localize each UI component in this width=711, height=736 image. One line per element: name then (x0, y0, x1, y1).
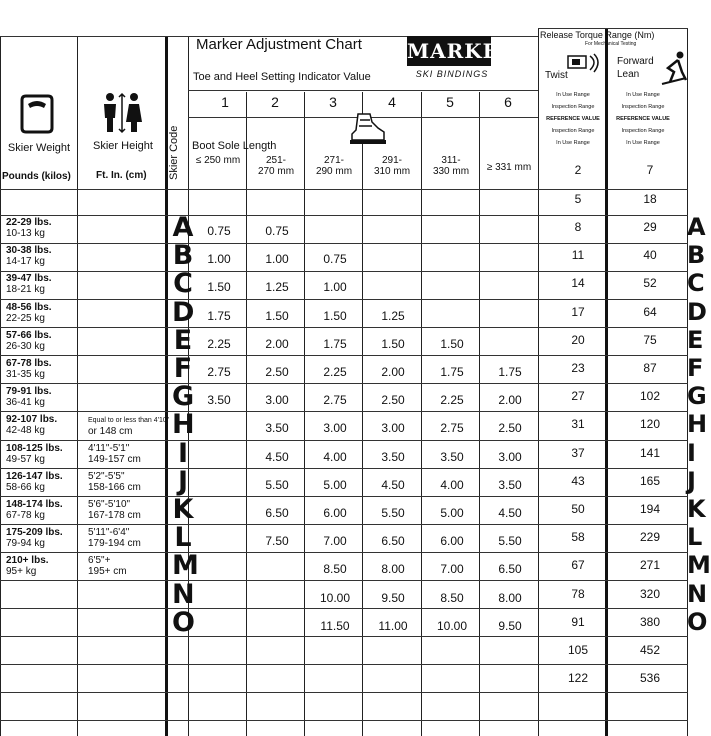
skier-weight (6, 358, 52, 380)
lean-value: 7 (646, 163, 654, 177)
setting-value: 8.00 (498, 590, 522, 605)
grid-line (0, 608, 688, 609)
lean-value: 18 (643, 192, 657, 206)
lean-value: 87 (643, 361, 657, 375)
skier-code-right: A (687, 213, 706, 241)
setting-value: 2.00 (265, 336, 289, 351)
lean-value: 141 (639, 445, 661, 460)
skier-code-right: K (687, 495, 706, 523)
skier-height (88, 443, 141, 465)
skier-code: N (172, 578, 195, 610)
setting-value: 6.50 (498, 562, 522, 577)
skier-code-right: B (687, 241, 706, 270)
setting-value: 2.75 (440, 421, 464, 436)
setting-value: 5.50 (265, 477, 289, 492)
skier-code-right: O (687, 607, 708, 636)
setting-value: 5.50 (498, 534, 522, 549)
height-ft: 5'6"-5'10" (88, 499, 131, 510)
skier-weight (6, 499, 63, 521)
lean-value: 40 (643, 248, 657, 263)
weight-kg: 22-25 kg (6, 312, 45, 324)
weight-kg: 36-41 kg (6, 397, 45, 409)
setting-value: 6.50 (381, 534, 405, 549)
setting-value: 9.50 (498, 618, 522, 633)
skier-code-right: I (687, 438, 696, 467)
setting-value: 3.00 (498, 449, 522, 464)
skier-code: H (172, 409, 195, 441)
setting-value: 3.50 (440, 449, 464, 464)
setting-value: 1.75 (323, 336, 347, 351)
skier-code: A (172, 212, 194, 243)
grid-line (0, 411, 688, 412)
weight-kg: 26-30 kg (6, 340, 45, 352)
setting-value: 2.75 (207, 365, 231, 379)
twist-value: 122 (567, 671, 589, 686)
grid-line (0, 36, 1, 736)
weight-kg: 79-94 kg (6, 538, 45, 550)
setting-value: 6.00 (323, 506, 347, 520)
weight-kg: 18-21 kg (6, 284, 45, 296)
skier-height-header: Skier Height (93, 140, 153, 152)
weight-lbs: 39-47 lbs. (6, 273, 52, 285)
weight-kg: 67-78 kg (6, 510, 45, 521)
logo-sub: SKI BINDINGS (415, 69, 489, 79)
skier-code: K (172, 494, 194, 525)
weight-kg: 42-48 kg (6, 425, 45, 437)
height-cm: 195+ cm (88, 566, 127, 578)
setting-value: 4.00 (440, 477, 464, 492)
setting-value: 6.50 (265, 506, 289, 520)
weight-lbs: 79-91 lbs. (6, 386, 52, 398)
setting-value: 1.75 (440, 365, 464, 379)
setting-value: 1.75 (207, 308, 231, 323)
skier-weight (6, 443, 63, 465)
torque-title: Release Torque Range (Nm) (540, 30, 655, 40)
weight-lbs: 92-107 lbs. (6, 414, 58, 426)
lean-value: 75 (643, 332, 657, 347)
torque-range-label: In Use Range (556, 92, 590, 98)
setting-value: 2.75 (323, 393, 347, 408)
grid-line (0, 355, 688, 356)
skier-weight (6, 273, 52, 295)
setting-value: 1.00 (207, 252, 231, 267)
grid-line (0, 468, 688, 469)
grid-line (0, 215, 688, 216)
weight-lbs: 22-29 lbs. (6, 217, 52, 228)
grid-line (0, 692, 688, 693)
grid-line (538, 28, 688, 29)
setting-value: 4.50 (265, 449, 289, 464)
boot-range: ≤ 250 mm (195, 155, 241, 166)
skier-code-right: H (687, 410, 708, 439)
setting-value: 3.50 (265, 421, 289, 436)
weight-kg: 58-66 kg (6, 481, 45, 493)
setting-value: 2.50 (381, 393, 405, 408)
setting-value: 7.00 (440, 562, 464, 577)
setting-number: 5 (446, 94, 454, 110)
skier-code-right: E (687, 325, 704, 354)
skier-height (88, 414, 169, 437)
torque-range-label: Inspection Range (551, 128, 595, 134)
forward-lean-label: Forward Lean (617, 56, 654, 80)
twist-value: 31 (571, 417, 585, 432)
height-ft: Equal to or less than 4'10" (88, 417, 170, 425)
skier-weight (6, 527, 63, 549)
weight-lbs: 210+ lbs. (6, 555, 49, 567)
grid-line (0, 496, 688, 497)
boot-sole-label: Boot Sole Length (192, 140, 277, 152)
setting-value: 8.50 (440, 590, 464, 605)
weight-lbs: 108-125 lbs. (6, 442, 63, 454)
lean-value: 452 (639, 643, 661, 657)
skier-code: D (172, 296, 195, 328)
setting-value: 1.75 (498, 365, 522, 379)
torque-range-label: In Use Range (626, 92, 660, 98)
chart-title: Marker Adjustment Chart (196, 36, 362, 53)
skier-code-right: M (687, 551, 711, 580)
setting-number: 4 (388, 94, 396, 110)
grid-line (0, 243, 688, 244)
skier-weight (6, 386, 52, 408)
skier-code-right: C (687, 269, 705, 298)
lean-value: 52 (643, 276, 657, 291)
weight-lbs: 30-38 lbs. (6, 245, 52, 257)
skier-weight (6, 245, 52, 267)
torque-range-label: In Use Range (556, 140, 590, 146)
skier-code: B (172, 240, 194, 272)
grid-line (0, 383, 688, 384)
twist-value: 27 (571, 389, 585, 404)
weight-kg: 31-35 kg (6, 369, 45, 380)
grid-line (0, 440, 688, 441)
ft-in-cm-header: Ft. In. (cm) (96, 170, 147, 181)
setting-value: 2.50 (265, 365, 289, 379)
skier-weight (6, 217, 52, 239)
weight-lbs: 48-56 lbs. (6, 301, 52, 313)
setting-value: 2.25 (323, 365, 347, 379)
height-ft: 6'5"+ (88, 555, 111, 567)
setting-value: 3.50 (498, 477, 522, 492)
setting-value: 8.00 (381, 562, 405, 577)
marker-logo (407, 36, 517, 82)
setting-value: 3.00 (265, 393, 289, 408)
weight-kg: 49-57 kg (6, 453, 45, 465)
setting-value: 0.75 (323, 252, 347, 267)
grid-line (77, 36, 78, 736)
boot-range: 251- 270 mm (257, 155, 295, 177)
lean-value: 120 (639, 417, 661, 432)
setting-number: 2 (271, 94, 279, 110)
setting-value: 2.25 (207, 336, 231, 351)
setting-value: 5.00 (323, 477, 347, 492)
setting-value: 10.00 (436, 618, 468, 633)
setting-value: 9.50 (381, 590, 405, 605)
grid-line (0, 664, 688, 665)
grid-line (0, 580, 688, 581)
twist-value: 2 (574, 163, 582, 177)
height-ft: 5'11"-6'4" (88, 527, 130, 539)
twist-value: 58 (571, 530, 585, 545)
twist-value: 91 (571, 614, 585, 629)
boot-range: 311- 330 mm (432, 155, 470, 177)
weight-kg: 14-17 kg (6, 256, 45, 268)
lean-value: 64 (643, 304, 657, 319)
lean-value: 102 (639, 389, 661, 404)
skier-code-right: D (687, 297, 707, 326)
setting-value: 6.00 (440, 534, 464, 549)
skier-code-right: N (687, 579, 708, 608)
weight-lbs: 67-78 lbs. (6, 358, 52, 369)
torque-range-label: Inspection Range (621, 128, 665, 134)
weight-kg: 10-13 kg (6, 228, 45, 239)
lean-value: 271 (639, 558, 661, 573)
setting-value: 5.50 (381, 506, 405, 520)
setting-value: 11.50 (320, 618, 350, 633)
setting-value: 1.25 (265, 280, 289, 295)
weight-lbs: 57-66 lbs. (6, 329, 52, 341)
twist-value: 14 (571, 276, 585, 291)
lean-value: 536 (639, 671, 661, 686)
skier-code-right: F (687, 354, 704, 382)
grid-line (0, 189, 688, 190)
setting-value: 5.00 (440, 506, 464, 520)
scale-icon (18, 94, 56, 134)
setting-value: 0.75 (207, 224, 231, 238)
grid-line (0, 271, 688, 272)
twist-value: 105 (567, 643, 589, 657)
twist-value: 17 (571, 304, 585, 319)
skier-code-right: G (687, 382, 707, 411)
twist-value: 5 (574, 192, 582, 206)
weight-lbs: 148-174 lbs. (6, 499, 63, 510)
boot-range: ≥ 331 mm (486, 162, 532, 173)
setting-number: 1 (221, 94, 229, 110)
torque-range-label: REFERENCE VALUE (546, 116, 600, 122)
setting-value: 4.50 (498, 506, 522, 520)
twist-value: 23 (571, 361, 585, 375)
skier-code: O (172, 606, 195, 638)
skier-weight (6, 414, 57, 436)
skier-weight (6, 302, 52, 324)
lean-value: 320 (639, 586, 661, 601)
height-cm: 158-166 cm (88, 481, 141, 493)
setting-value: 1.50 (323, 308, 347, 323)
twist-label: Twist (545, 70, 568, 81)
setting-value: 1.50 (207, 280, 231, 295)
setting-value: 1.50 (265, 308, 289, 323)
height-ft: 5'2"-5'5" (88, 470, 125, 482)
twist-value: 78 (571, 586, 585, 601)
twist-value: 43 (571, 473, 585, 488)
setting-value: 1.00 (265, 252, 289, 267)
skier-code-right: J (687, 466, 696, 495)
setting-value: 4.50 (381, 477, 405, 492)
boot-range: 271- 290 mm (315, 155, 353, 177)
logo-main: MARKER (407, 36, 491, 66)
height-cm: or 148 cm (88, 426, 133, 438)
skier-code: J (177, 465, 189, 497)
twist-value: 20 (571, 332, 585, 347)
torque-subtitle: For Mechanical Testing (585, 41, 637, 47)
twist-value: 37 (571, 445, 585, 460)
skier-code: C (173, 268, 193, 300)
setting-value: 4.00 (323, 449, 347, 464)
skier-code: G (172, 381, 195, 413)
lean-value: 165 (639, 473, 661, 488)
skier-code: L (174, 522, 192, 554)
setting-value: 2.00 (498, 393, 522, 408)
lean-value: 29 (643, 220, 657, 234)
torque-range-label: REFERENCE VALUE (616, 116, 670, 122)
weight-kg: 95+ kg (6, 566, 37, 578)
forward-lean-skier-icon (660, 50, 688, 86)
grid-line (0, 552, 688, 553)
grid-line (605, 28, 608, 736)
setting-value: 2.00 (381, 365, 405, 379)
setting-value: 0.75 (265, 224, 289, 238)
skier-weight (6, 471, 63, 493)
setting-value: 1.00 (323, 280, 347, 295)
height-ft: 4'11"-5'1" (88, 442, 130, 454)
skier-weight (6, 555, 49, 577)
twist-value: 11 (571, 248, 585, 263)
skier-weight-header: Skier Weight (7, 142, 71, 154)
skier-code: I (177, 437, 189, 469)
setting-value: 3.00 (323, 421, 347, 436)
torque-range-label: In Use Range (626, 140, 660, 146)
chart-subtitle: Toe and Heel Setting Indicator Value (193, 71, 371, 83)
grid-line (188, 90, 538, 91)
lean-value: 194 (639, 502, 661, 516)
grid-line (0, 524, 688, 525)
twist-value: 67 (571, 558, 585, 573)
grid-line (0, 720, 688, 721)
skier-height (88, 555, 127, 577)
height-cm: 167-178 cm (88, 510, 141, 521)
skier-weight (6, 330, 52, 352)
twist-value: 50 (571, 502, 585, 516)
setting-value: 7.00 (323, 534, 347, 549)
skier-height (88, 499, 141, 521)
setting-value: 2.50 (498, 421, 522, 436)
boot-range: 291- 310 mm (373, 155, 411, 177)
grid-line (0, 299, 688, 300)
setting-value: 3.50 (207, 393, 231, 408)
twist-value: 8 (574, 220, 582, 234)
weight-lbs: 175-209 lbs. (6, 527, 63, 539)
setting-number: 6 (504, 94, 512, 110)
height-cm: 179-194 cm (88, 538, 141, 550)
skier-code-header: Skier Code (168, 125, 180, 180)
setting-value: 1.50 (381, 336, 405, 351)
setting-number: 3 (329, 94, 337, 110)
people-height-icon (100, 92, 144, 134)
skier-code: F (173, 353, 193, 384)
torque-range-label: Inspection Range (551, 104, 595, 110)
grid-line (0, 327, 688, 328)
setting-value: 11.00 (378, 618, 408, 633)
ski-boot-icon (348, 112, 388, 146)
setting-value: 3.50 (381, 449, 405, 464)
setting-value: 2.25 (440, 393, 464, 408)
skier-code: M (172, 550, 199, 582)
lean-value: 229 (639, 530, 661, 545)
torque-range-label: Inspection Range (621, 104, 665, 110)
setting-value: 1.25 (381, 308, 405, 323)
skier-code: E (173, 324, 193, 356)
skier-code-right: L (687, 523, 703, 552)
twist-binding-icon (566, 52, 602, 76)
grid-line (0, 636, 688, 637)
weight-lbs: 126-147 lbs. (6, 470, 63, 482)
lean-value: 380 (639, 614, 661, 629)
setting-value: 3.00 (381, 421, 405, 436)
skier-height (88, 527, 141, 549)
setting-value: 1.50 (440, 336, 464, 351)
height-cm: 149-157 cm (88, 453, 141, 465)
pounds-kilos-header: Pounds (kilos) (2, 171, 71, 182)
setting-value: 7.50 (265, 534, 289, 549)
setting-value: 10.00 (319, 590, 351, 605)
setting-value: 8.50 (323, 562, 347, 577)
skier-height (88, 471, 141, 493)
